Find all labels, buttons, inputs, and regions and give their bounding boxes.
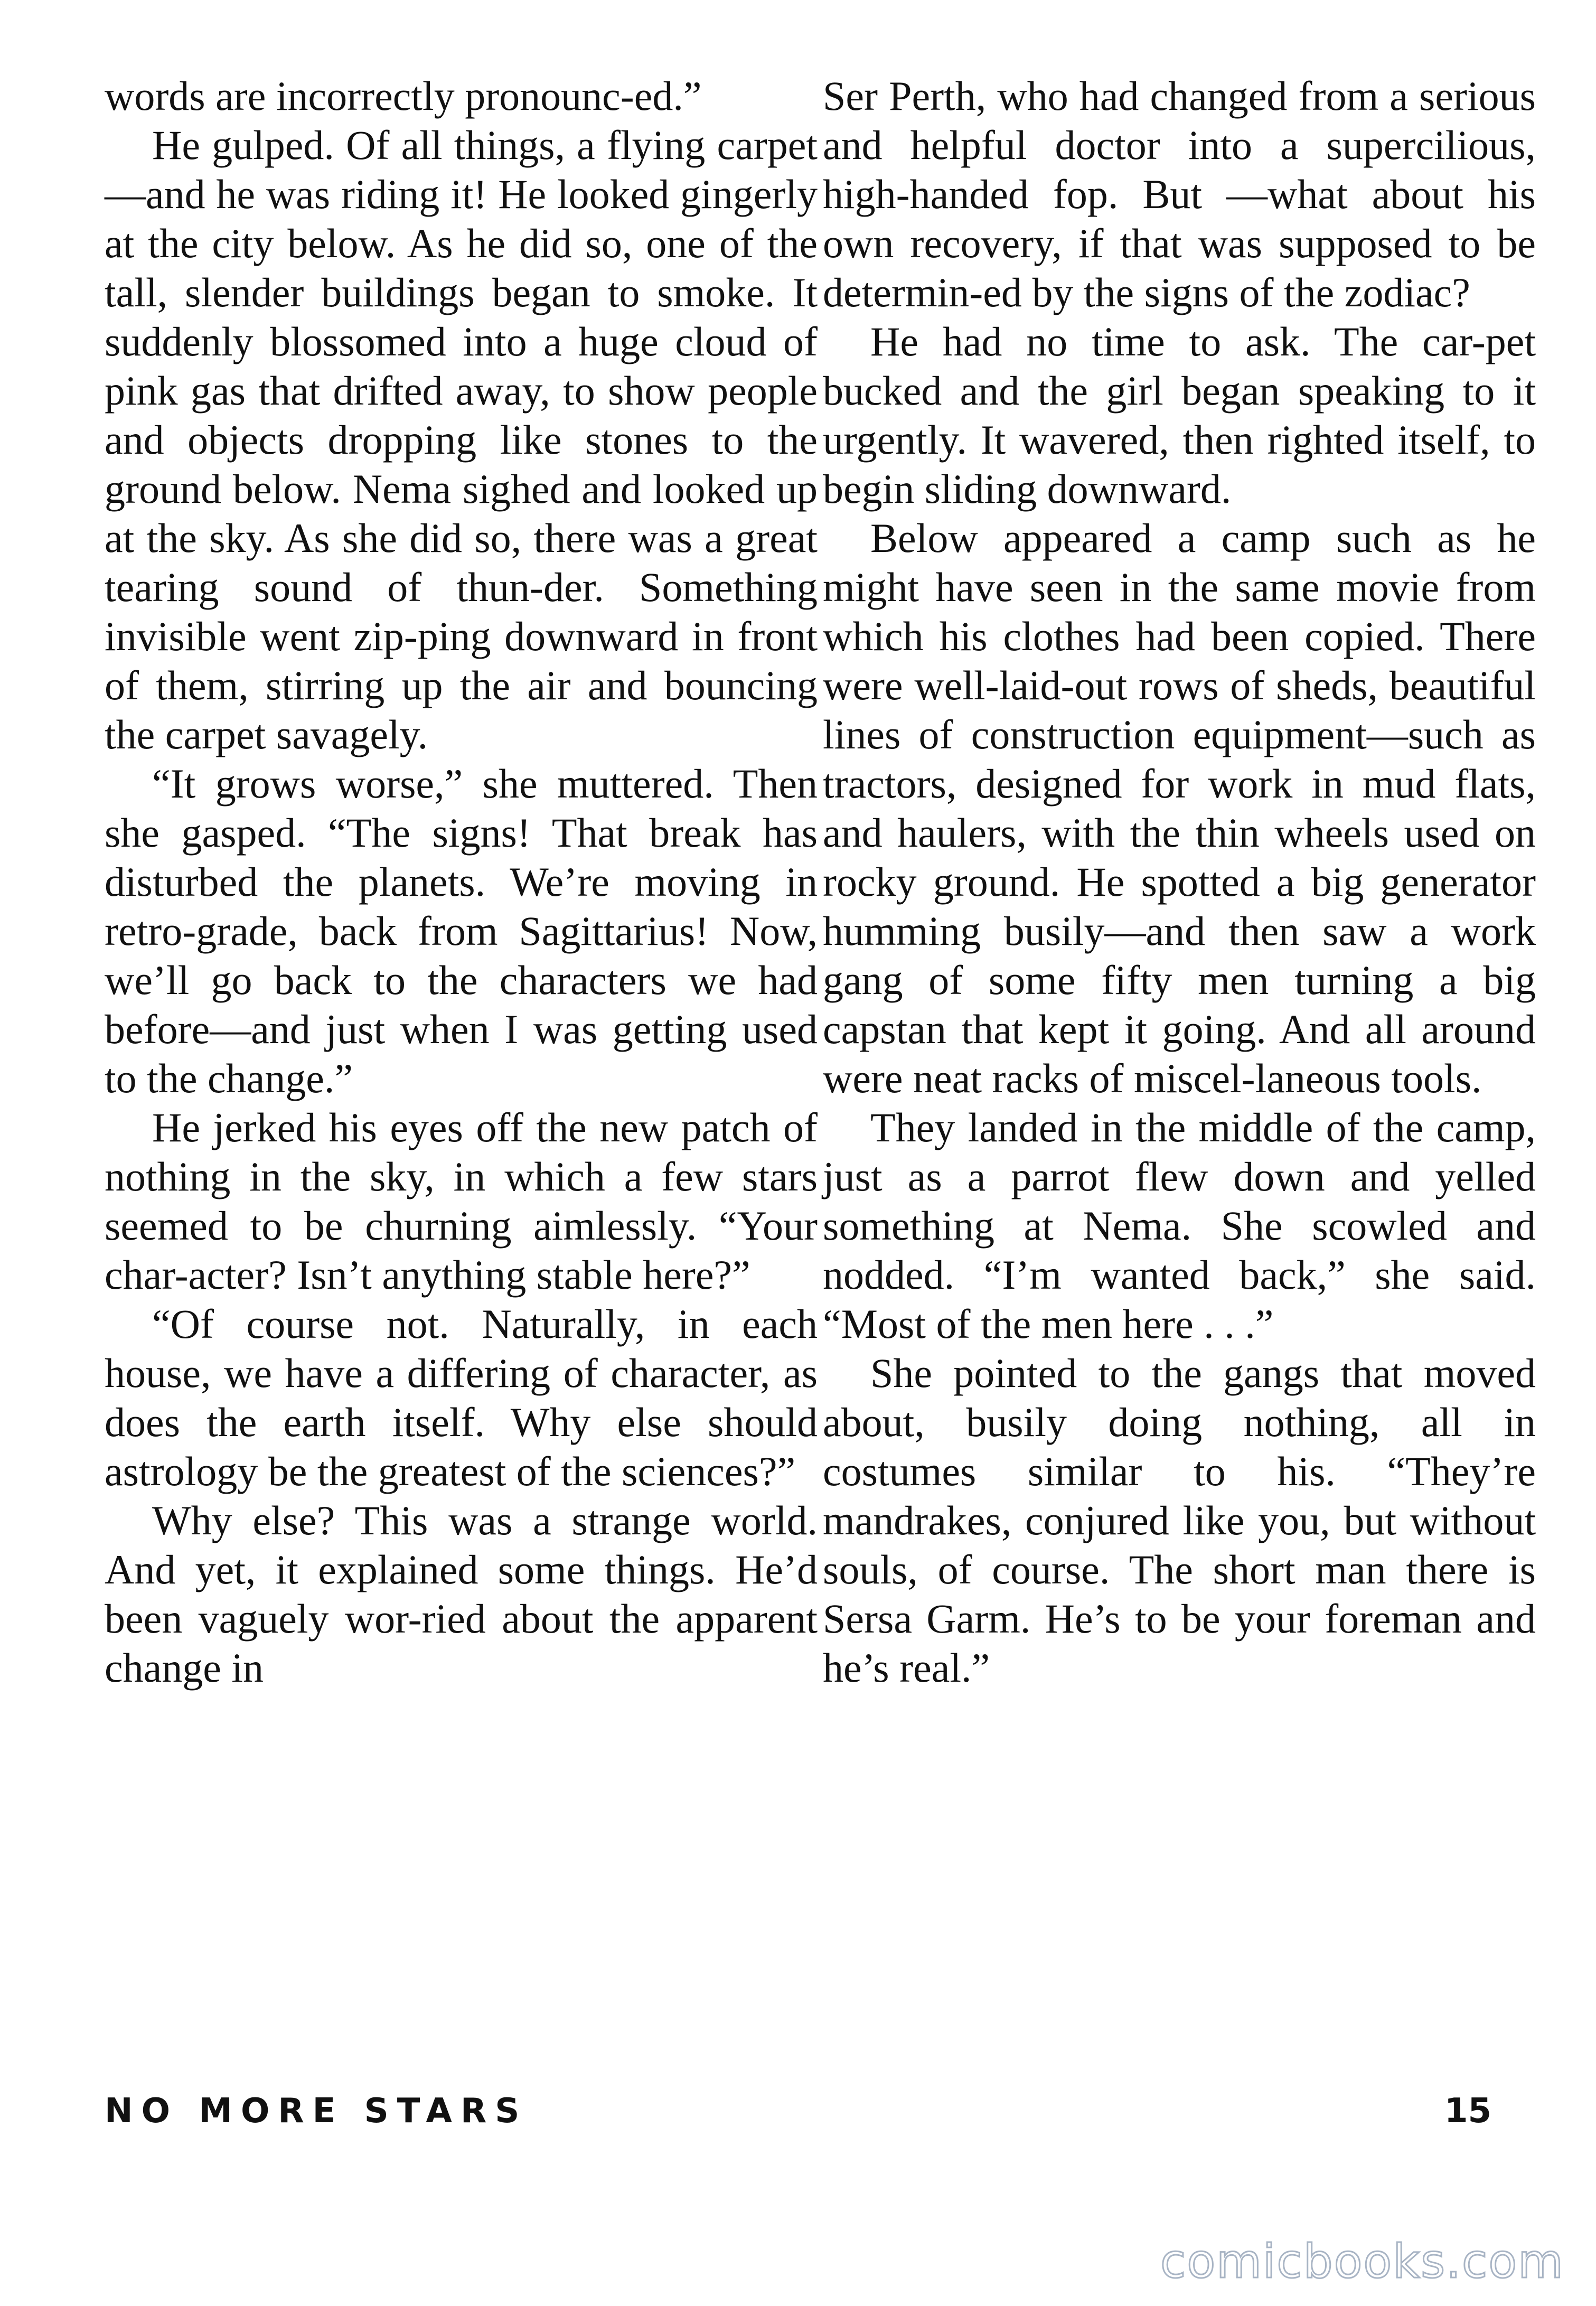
- paragraph: He had no time to ask. The car-pet bucked and the girl began speaking to it urgently. It wavered, then righted itself, to begin sliding downward.: [823, 318, 1536, 512]
- paragraph: She pointed to the gangs that moved about, busily doing nothing, all in costumes similar to his. “They’re mandrakes, conjured like you, but without souls, of course. The short man there is Sersa Garm. He’s to be your foreman and he’s real.”: [823, 1350, 1536, 1691]
- paragraph: They landed in the middle of the camp, just as a parrot flew down and yelled something at Nema. She scowled and nodded. “I’m wanted back,” she said. “Most of the men here . . .”: [823, 1104, 1536, 1347]
- paragraph: Why else? This was a strange world. And yet, it explained some things. He’d been vaguely wor-ried about the apparent change in: [105, 1497, 818, 1691]
- paragraph: words are incorrectly pronounc-ed.”: [105, 73, 702, 119]
- paragraph: “It grows worse,” she muttered. Then she gasped. “The signs! That break has disturbed the planets. We’re moving in retro-grade, back from Sagittarius! Now, we’ll go back to the characters we had before—and just when I was getting used to the change.”: [105, 761, 818, 1101]
- left-text-column: [105, 71, 818, 1692]
- watermark: comicbooks.com: [1160, 2234, 1564, 2289]
- right-text-column: [823, 71, 1536, 1692]
- paragraph: Ser Perth, who had changed from a serious and helpful doctor into a supercilious, high-handed fop. But —what about his own recovery, if that was supposed to be determin-ed by the signs of the zodiac?: [823, 73, 1536, 315]
- paragraph: “Of course not. Naturally, in each house, we have a differing of character, as does the earth itself. Why else should astrology be the greatest of the sciences?”: [105, 1301, 818, 1494]
- paragraph: Below appeared a camp such as he might have seen in the same movie from which his clothes had been copied. There were well-laid-out rows of sheds, beautiful lines of construction equipment—such as tractors, designed for work in mud flats, and haulers, with the thin wheels used on rocky ground. He spotted a big generator humming busily—and then saw a work gang of some fifty men turning a big capstan that kept it going. And all around were neat racks of miscel-laneous tools.: [823, 515, 1536, 1101]
- page-number: 15: [1444, 2092, 1491, 2131]
- running-title: NO MORE STARS: [105, 2092, 528, 2131]
- paragraph: He gulped. Of all things, a flying carpet—and he was riding it! He looked gingerly at the city below. As he did so, one of the tall, slender buildings began to smoke. It suddenly blossomed into a huge cloud of pink gas that drifted away, to show people and objects dropping like stones to the ground below. Nema sighed and looked up at the sky. As she did so, there was a great tearing sound of thun-der. Something invisible went zip-ping downward in front of them, stirring up the air and bouncing the carpet savagely.: [105, 122, 818, 757]
- paragraph: He jerked his eyes off the new patch of nothing in the sky, in which a few stars seemed to be churning aimlessly. “Your char-acter? Isn’t anything stable here?”: [105, 1104, 818, 1298]
